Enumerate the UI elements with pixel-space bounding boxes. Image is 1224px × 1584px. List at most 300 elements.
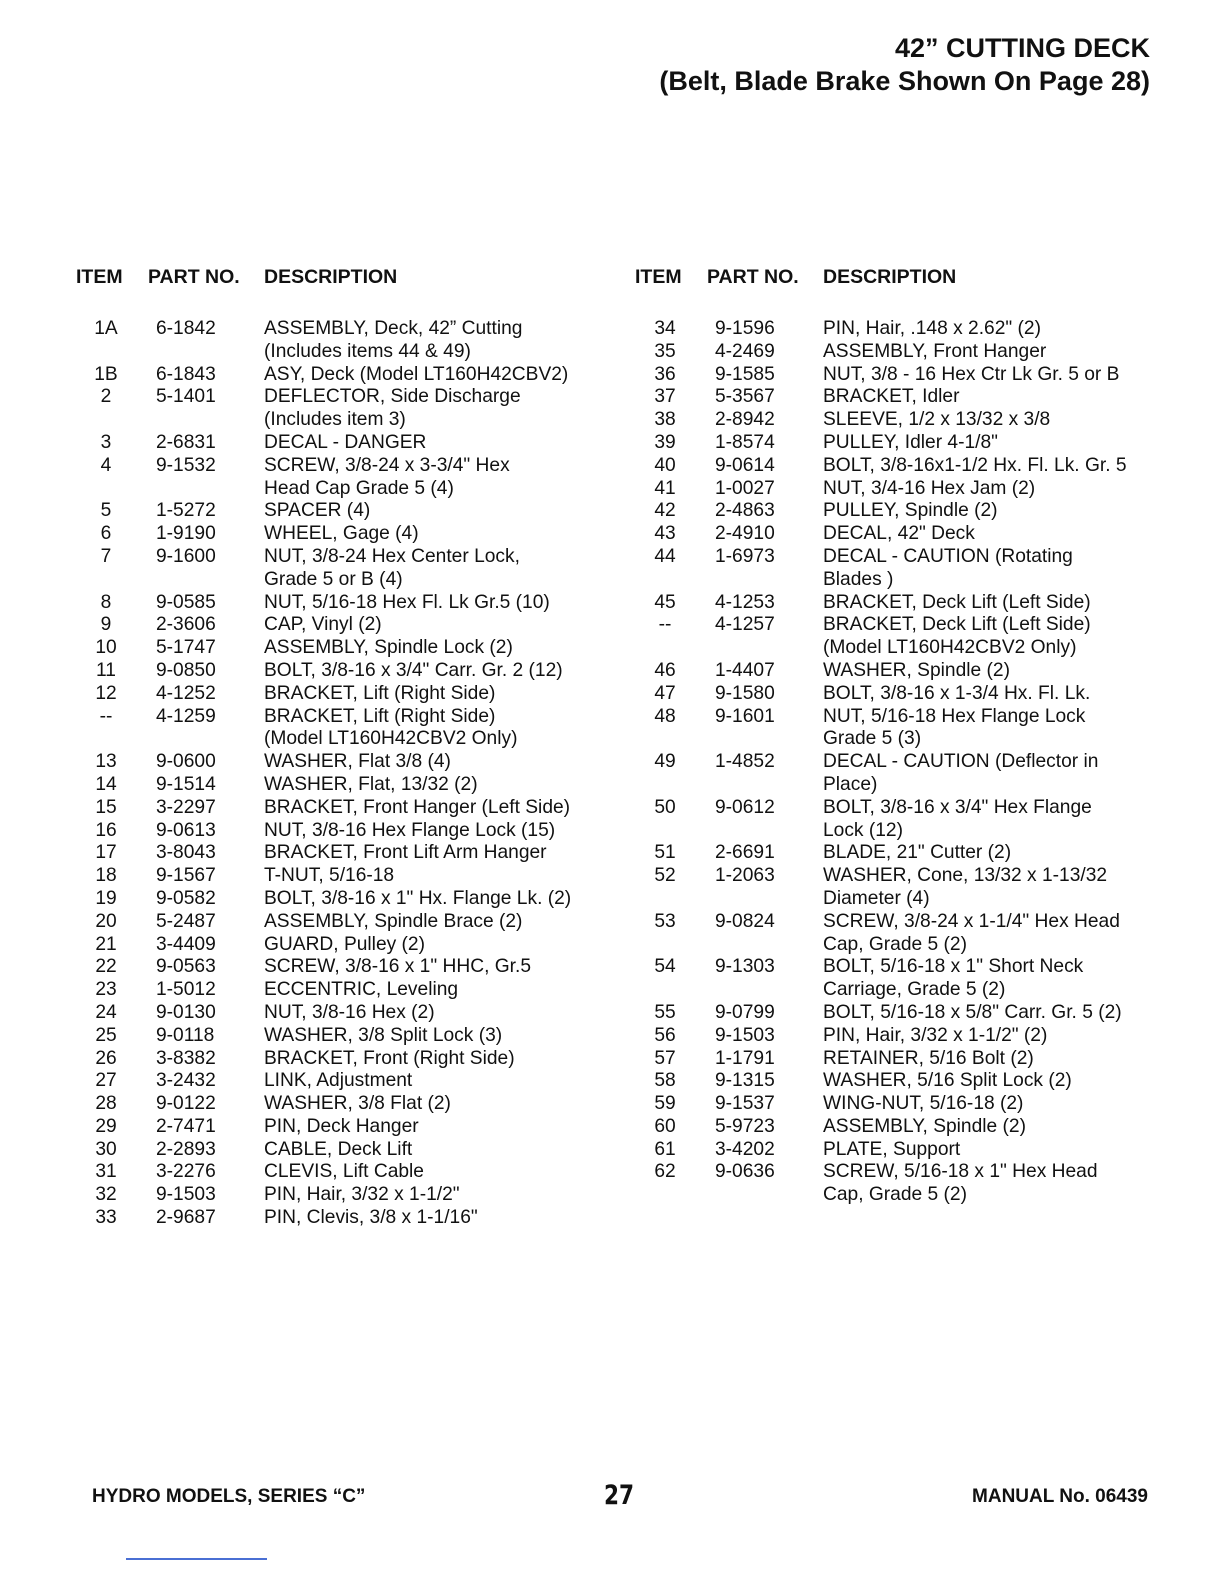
part-number: 2-4863 [715,500,775,522]
part-description [264,523,636,546]
part-description [823,546,1175,592]
description-line: Carriage, Grade 5 (2) [823,979,1006,1001]
page-number: 27 [604,1480,635,1511]
part-number: 9-0122 [156,1093,216,1115]
part-description [823,1116,1175,1139]
item-number: 30 [95,1138,117,1160]
table-row [635,386,1175,409]
header-item: ITEM [635,266,682,288]
table-row [76,842,636,865]
item-number: 49 [654,751,676,773]
item-number: 57 [654,1047,676,1069]
table-row [635,409,1175,432]
parts-table-right [635,266,1175,1207]
part-number: 9-0613 [156,819,216,841]
part-description [264,500,636,523]
part-number: 1-5012 [156,979,216,1001]
header-item: ITEM [76,266,123,288]
part-number: 9-1585 [715,363,775,385]
description-line: Cap, Grade 5 (2) [823,933,967,955]
description-line: DEFLECTOR, Side Discharge [264,386,521,408]
item-number: 27 [95,1070,117,1092]
item-number: 50 [654,796,676,818]
part-description [823,409,1175,432]
description-line: PIN, Hair, 3/32 x 1-1/2" [264,1184,460,1206]
part-number: 9-0130 [156,1001,216,1023]
part-number: 2-3606 [156,614,216,636]
footer-manual-number: MANUAL No. 06439 [972,1486,1148,1507]
description-line: ASSEMBLY, Spindle Lock (2) [264,637,513,659]
part-description [823,683,1175,706]
part-number: 9-1532 [156,454,216,476]
part-number: 9-1537 [715,1093,775,1115]
description-line: Blades ) [823,568,894,590]
table-row [76,592,636,615]
table-row [635,956,1175,1002]
description-line: BRACKET, Lift (Right Side) [264,705,496,727]
part-description [264,683,636,706]
item-number: -- [658,614,672,636]
description-line: BOLT, 3/8-16x1-1/2 Hx. Fl. Lk. Gr. 5 [823,454,1127,476]
part-number: 2-6691 [715,842,775,864]
table-row [76,979,636,1002]
item-number: 21 [95,933,117,955]
table-row [76,546,636,592]
footer-models: HYDRO MODELS, SERIES “C” [92,1486,366,1507]
description-line: BOLT, 3/8-16 x 3/4" Carr. Gr. 2 (12) [264,659,563,681]
table-row [635,523,1175,546]
table-row [76,614,636,637]
description-line: BOLT, 3/8-16 x 1" Hx. Flange Lk. (2) [264,887,572,909]
part-description [264,637,636,660]
part-number: 3-8382 [156,1047,216,1069]
table-row [635,364,1175,387]
table-row [76,1116,636,1139]
part-number: 5-3567 [715,386,775,408]
item-number: 11 [96,659,116,681]
item-number: 29 [95,1115,117,1137]
table-row [76,797,636,820]
description-line: Diameter (4) [823,887,930,909]
table-row [76,911,636,934]
part-description [264,592,636,615]
description-line: GUARD, Pulley (2) [264,933,425,955]
item-number: 17 [95,842,117,864]
item-number: 43 [654,523,676,545]
item-number: 6 [100,523,112,545]
part-number: 1-1791 [715,1047,775,1069]
item-number: 60 [654,1115,676,1137]
part-number: 1-2063 [715,865,775,887]
description-line: DECAL, 42" Deck [823,523,975,545]
item-number: 32 [95,1184,117,1206]
description-line: WASHER, Flat, 13/32 (2) [264,773,478,795]
description-line: SCREW, 5/16-18 x 1" Hex Head [823,1161,1098,1183]
part-number: 3-4409 [156,933,216,955]
table-row [635,1161,1175,1207]
part-number: 1-9190 [156,523,216,545]
item-number: 61 [654,1138,676,1160]
table-row [76,1207,636,1230]
description-line: Place) [823,773,878,795]
part-number: 9-0563 [156,956,216,978]
part-description [823,1002,1175,1025]
item-number: 1A [94,318,118,339]
description-line: BRACKET, Front (Right Side) [264,1047,515,1069]
part-number: 1-4407 [715,659,775,681]
table-row [635,865,1175,911]
description-line: PIN, Hair, .148 x 2.62" (2) [823,318,1041,339]
part-number: 9-0612 [715,796,775,818]
item-number: 31 [95,1161,117,1183]
table-row [76,432,636,455]
table-header [635,266,1175,296]
description-line: ASSEMBLY, Spindle Brace (2) [264,910,523,932]
item-number: 22 [95,956,117,978]
description-line: BRACKET, Front Lift Arm Hanger [264,842,547,864]
item-number: 26 [95,1047,117,1069]
description-line: WASHER, 3/8 Flat (2) [264,1093,451,1115]
description-line: BLADE, 21" Cutter (2) [823,842,1012,864]
item-number: 35 [654,340,676,362]
description-line: NUT, 3/8-24 Hex Center Lock, [264,545,520,567]
item-number: 18 [95,865,117,887]
table-row [635,797,1175,843]
part-description [823,660,1175,683]
description-line: T-NUT, 5/16-18 [264,865,395,887]
description-line: NUT, 3/8 - 16 Hex Ctr Lk Gr. 5 or B [823,363,1120,385]
part-description [823,1093,1175,1116]
item-number: 1B [94,363,118,385]
item-number: 53 [654,910,676,932]
part-number: 5-9723 [715,1115,775,1137]
description-line: PULLEY, Idler 4-1/8" [823,431,998,453]
part-description [264,842,636,865]
description-line: CABLE, Deck Lift [264,1138,413,1160]
part-number: 9-0582 [156,887,216,909]
header-part-no: PART NO. [148,266,240,288]
part-description [823,341,1175,364]
table-row [635,455,1175,478]
item-number: 52 [654,865,676,887]
description-line: NUT, 3/4-16 Hex Jam (2) [823,477,1036,499]
part-description [264,706,636,752]
item-number: 16 [95,819,117,841]
description-line: ASSEMBLY, Spindle (2) [823,1115,1026,1137]
table-row [635,546,1175,592]
item-number: 46 [654,659,676,681]
part-description [264,751,636,774]
description-line: NUT, 3/8-16 Hex Flange Lock (15) [264,819,556,841]
table-row [76,1070,636,1093]
part-description [823,956,1175,1002]
description-line: RETAINER, 5/16 Bolt (2) [823,1047,1034,1069]
table-row [635,500,1175,523]
title-line-2: (Belt, Blade Brake Shown On Page 28) [659,66,1150,96]
description-line: BRACKET, Deck Lift (Left Side) [823,591,1091,613]
part-description [823,386,1175,409]
part-number: 4-2469 [715,340,775,362]
item-number: 56 [654,1024,676,1046]
part-number: 4-1259 [156,705,216,727]
part-description [264,820,636,843]
description-line: CAP, Vinyl (2) [264,614,382,636]
part-number: 4-1257 [715,614,775,636]
part-number: 9-0585 [156,591,216,613]
part-description [264,1093,636,1116]
table-row [76,637,636,660]
table-row [76,1025,636,1048]
description-line: NUT, 3/8-16 Hex (2) [264,1001,435,1023]
part-description [264,1161,636,1184]
item-number: 23 [95,979,117,1001]
part-number: 2-2893 [156,1138,216,1160]
part-number: 9-0600 [156,751,216,773]
part-description [264,911,636,934]
item-number: 62 [654,1161,676,1183]
table-row [635,432,1175,455]
table-row [635,341,1175,364]
item-number: 33 [95,1207,117,1229]
description-line: BOLT, 3/8-16 x 1-3/4 Hx. Fl. Lk. [823,682,1091,704]
table-row [635,1025,1175,1048]
header-description: DESCRIPTION [264,266,398,288]
table-row [76,956,636,979]
item-number: 44 [654,545,676,567]
table-row [635,1070,1175,1093]
part-number: 9-1580 [715,682,775,704]
table-row [76,1048,636,1071]
part-description [264,1116,636,1139]
description-line: ASY, Deck (Model LT160H42CBV2) [264,363,569,385]
table-row [635,1116,1175,1139]
part-number: 9-1503 [715,1024,775,1046]
parts-table-left [76,266,636,1230]
part-number: 1-4852 [715,751,775,773]
description-line: SPACER (4) [264,500,371,522]
table-row [635,1048,1175,1071]
part-number: 1-5272 [156,500,216,522]
parts-rows-left [76,318,636,1230]
part-number: 9-1567 [156,865,216,887]
part-number: 9-0614 [715,454,775,476]
description-line: Grade 5 or B (4) [264,568,403,590]
part-number: 9-0799 [715,1001,775,1023]
part-number: 9-0824 [715,910,775,932]
part-description [823,751,1175,797]
part-number: 2-4910 [715,523,775,545]
item-number: 45 [654,591,676,613]
item-number: 14 [95,773,117,795]
item-number: 40 [654,454,676,476]
description-line: Head Cap Grade 5 (4) [264,477,454,499]
table-row [76,364,636,387]
part-description [823,842,1175,865]
table-row [76,888,636,911]
table-row [635,592,1175,615]
description-line: LINK, Adjustment [264,1070,413,1092]
table-row [76,683,636,706]
part-description [823,797,1175,843]
description-line: WASHER, Cone, 13/32 x 1-13/32 [823,865,1108,887]
part-number: 1-6973 [715,545,775,567]
description-line: PULLEY, Spindle (2) [823,500,998,522]
part-description [823,478,1175,501]
table-row [76,455,636,501]
table-row [76,865,636,888]
part-description [264,888,636,911]
description-line: WASHER, 5/16 Split Lock (2) [823,1070,1072,1092]
part-description [264,1002,636,1025]
part-description [264,1048,636,1071]
table-row [635,911,1175,957]
description-line: SCREW, 3/8-24 x 1-1/4" Hex Head [823,910,1120,932]
description-line: WASHER, Spindle (2) [823,659,1010,681]
part-description [264,318,636,364]
item-number: 25 [95,1024,117,1046]
header-description: DESCRIPTION [823,266,957,288]
description-line: BOLT, 3/8-16 x 3/4" Hex Flange [823,796,1092,818]
part-description [823,523,1175,546]
table-row [76,1184,636,1207]
part-number: 3-2276 [156,1161,216,1183]
part-description [823,318,1175,341]
item-number: 38 [654,409,676,431]
description-line: SCREW, 3/8-24 x 3-3/4" Hex [264,454,510,476]
item-number: 4 [100,454,112,476]
part-description [264,1139,636,1162]
item-number: 5 [100,500,112,522]
description-line: ECCENTRIC, Leveling [264,979,459,1001]
part-number: 3-2297 [156,796,216,818]
header-part-no: PART NO. [707,266,799,288]
table-row [76,1093,636,1116]
table-row [635,1093,1175,1116]
part-description [823,1139,1175,1162]
part-description [823,592,1175,615]
part-description [264,1070,636,1093]
description-line: BRACKET, Front Hanger (Left Side) [264,796,571,818]
description-line: PIN, Clevis, 3/8 x 1-1/16" [264,1207,478,1229]
part-description [264,432,636,455]
description-line: BRACKET, Lift (Right Side) [264,682,496,704]
item-number: 20 [95,910,117,932]
description-line: BOLT, 5/16-18 x 1" Short Neck [823,956,1084,978]
part-description [823,1025,1175,1048]
table-row [635,614,1175,660]
description-line: SLEEVE, 1/2 x 13/32 x 3/8 [823,409,1051,431]
table-row [76,1161,636,1184]
part-number: 4-1252 [156,682,216,704]
table-header [76,266,636,296]
description-line: WASHER, Flat 3/8 (4) [264,751,451,773]
item-number: 8 [100,591,112,613]
item-number: 59 [654,1093,676,1115]
description-line: Lock (12) [823,819,903,841]
part-description [264,774,636,797]
part-number: 2-8942 [715,409,775,431]
item-number: 41 [654,477,676,499]
table-row [635,660,1175,683]
part-number: 2-9687 [156,1207,216,1229]
part-description [264,1207,636,1230]
description-line: PIN, Hair, 3/32 x 1-1/2" (2) [823,1024,1048,1046]
page-title [659,32,1150,98]
table-row [76,500,636,523]
table-row [76,1002,636,1025]
description-line: ASSEMBLY, Deck, 42” Cutting [264,318,523,339]
part-description [823,706,1175,752]
table-row [76,934,636,957]
description-line: WING-NUT, 5/16-18 (2) [823,1093,1024,1115]
part-number: 9-0118 [156,1024,215,1046]
description-line: NUT, 5/16-18 Hex Fl. Lk Gr.5 (10) [264,591,550,613]
part-number: 6-1843 [156,363,216,385]
part-number: 9-1596 [715,318,775,339]
description-line: ASSEMBLY, Front Hanger [823,340,1047,362]
item-number: 37 [654,386,676,408]
part-number: 5-1747 [156,637,216,659]
table-row [635,1002,1175,1025]
part-number: 9-1600 [156,545,216,567]
item-number: 51 [654,842,676,864]
item-number: 48 [654,705,676,727]
part-number: 9-1315 [715,1070,775,1092]
table-row [76,660,636,683]
part-description [264,364,636,387]
part-number: 2-7471 [156,1115,216,1137]
part-number: 6-1842 [156,318,216,339]
part-number: 3-4202 [715,1138,775,1160]
table-row [76,774,636,797]
part-description [264,614,636,637]
part-description [823,911,1175,957]
part-number: 1-8574 [715,431,775,453]
table-row [76,386,636,432]
description-line: PIN, Deck Hanger [264,1115,419,1137]
part-description [264,1025,636,1048]
item-number: 7 [100,545,112,567]
part-number: 4-1253 [715,591,775,613]
table-row [76,318,636,364]
description-line: DECAL - CAUTION (Rotating [823,545,1073,567]
part-description [823,455,1175,478]
description-line: PLATE, Support [823,1138,961,1160]
description-line: BOLT, 5/16-18 x 5/8" Carr. Gr. 5 (2) [823,1001,1122,1023]
part-description [264,1184,636,1207]
item-number: 15 [95,796,117,818]
description-line: (Model LT160H42CBV2 Only) [823,637,1077,659]
description-line: BRACKET, Deck Lift (Left Side) [823,614,1091,636]
part-number: 9-1514 [156,773,216,795]
table-row [635,478,1175,501]
item-number: 10 [95,637,117,659]
table-row [76,523,636,546]
item-number: 9 [100,614,112,636]
item-number: 19 [95,887,117,909]
part-description [264,979,636,1002]
item-number: 34 [654,318,676,339]
item-number: 39 [654,431,676,453]
table-row [76,820,636,843]
description-line: BRACKET, Idler [823,386,960,408]
description-line: NUT, 5/16-18 Hex Flange Lock [823,705,1086,727]
description-line: (Includes item 3) [264,409,406,431]
description-line: (Includes items 44 & 49) [264,340,471,362]
item-number: 3 [100,431,112,453]
part-description [823,500,1175,523]
table-row [635,318,1175,341]
